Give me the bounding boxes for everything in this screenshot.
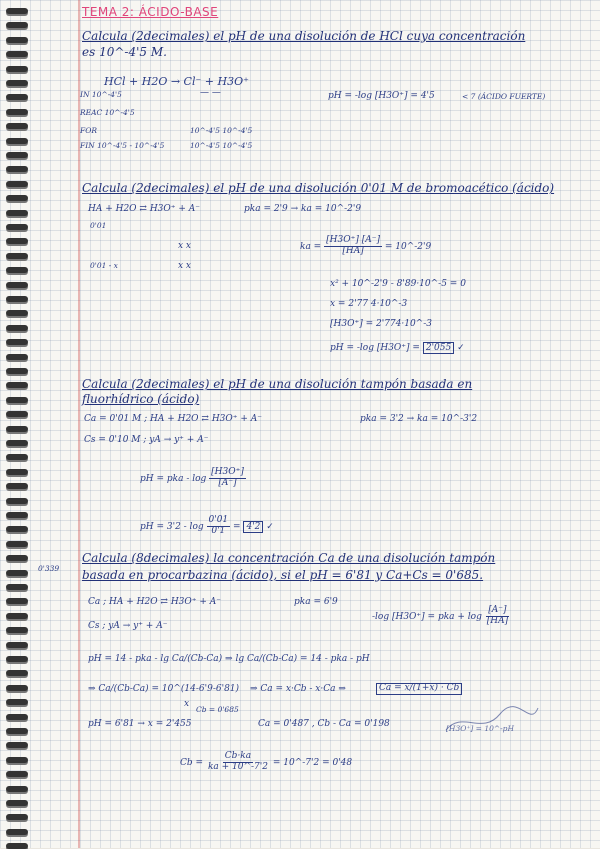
ex4-step3-superscript: Cb = 0'685 — [196, 705, 239, 714]
spiral-ring — [6, 339, 28, 345]
spiral-ring — [6, 757, 28, 763]
spiral-ring — [6, 109, 28, 115]
ex1-row-fin: FIN 10^-4'5 - 10^-4'5 — [80, 141, 165, 150]
spiral-ring — [6, 296, 28, 302]
spiral-ring — [6, 94, 28, 100]
ex3-calc-lhs: pH = 3'2 - log — [140, 521, 204, 532]
spiral-ring — [6, 526, 28, 532]
ex2-x-column2: x x — [178, 261, 192, 271]
spiral-ring — [6, 814, 28, 820]
ex2-ph-lhs: pH = -log [H3O⁺] = — [330, 343, 420, 353]
ex4-statement-line2: basada en procarbazina (ácido), si el pH = 6'81 y Ca+Cs = 0'685. — [82, 568, 484, 582]
ex4-cb-rhs: = 10^-7'2 = 0'48 — [272, 757, 353, 768]
ex4-ca-line: Ca ; HA + H2O ⇄ H3O⁺ + A⁻ — [88, 597, 222, 607]
ex2-row-equilibrium: 0'01 - x — [90, 261, 118, 270]
spiral-ring — [6, 195, 28, 201]
ex3-calculation: pH = 3'2 - log $\frac{0'01}{0'1}$ = 4'2 ✓ — [140, 515, 274, 536]
ex4-step2-x: x — [184, 699, 190, 709]
ex4-statement-line1: Calcula (8decimales) la concentración Ca de una disolución tampón — [82, 551, 496, 565]
spiral-ring — [6, 829, 28, 835]
ex4-cb-lhs: Cb = — [180, 757, 204, 768]
spiral-ring — [6, 843, 28, 849]
ex2-quadratic: x² + 10^-2'9 - 8'89·10^-5 = 0 — [330, 279, 466, 289]
spiral-ring — [6, 51, 28, 57]
ex3-result-box: 4'2 — [243, 521, 263, 533]
spiral-binding — [0, 0, 32, 848]
ex2-statement: Calcula (2decimales) el pH de una disolución 0'01 M de bromoacético (ácido) — [82, 181, 555, 195]
spiral-ring — [6, 728, 28, 734]
spiral-ring — [6, 555, 28, 561]
spiral-ring — [6, 670, 28, 676]
spiral-ring — [6, 541, 28, 547]
spiral-ring — [6, 224, 28, 230]
spiral-ring — [6, 310, 28, 316]
spiral-ring — [6, 800, 28, 806]
spiral-ring — [6, 37, 28, 43]
spiral-ring — [6, 742, 28, 748]
ex3-hh-numerator: [H3O⁺] — [211, 467, 244, 477]
ex4-cs-line: Cs ; yA → y⁺ + A⁻ — [88, 621, 168, 631]
spiral-ring — [6, 642, 28, 648]
spiral-ring — [6, 483, 28, 489]
spiral-ring — [6, 454, 28, 460]
spiral-ring — [6, 80, 28, 86]
ex2-x-value: x = 2'77 4·10^-3 — [330, 299, 408, 309]
ex2-x-column: x x — [178, 241, 192, 251]
ex3-cs-line: Cs = 0'10 M ; yA → y⁺ + A⁻ — [84, 435, 209, 445]
ex4-step2-box: Ca = x/(1+x) · Cb — [376, 683, 462, 695]
spiral-ring — [6, 166, 28, 172]
ex4-log-lhs: -log [H3O⁺] = pka + log — [372, 611, 482, 622]
ex3-ca-line: Ca = 0'01 M ; HA + H2O ⇄ H3O⁺ + A⁻ — [84, 414, 263, 424]
spiral-ring — [6, 253, 28, 259]
ex3-calc-fraction — [207, 516, 231, 537]
spiral-ring — [6, 598, 28, 604]
ex1-statement-line1: Calcula (2decimales) el pH de una disolución de HCl cuya concentración — [82, 29, 526, 43]
ex3-calc-denominator: 0'1 — [211, 525, 226, 536]
spiral-ring — [6, 512, 28, 518]
spiral-ring — [6, 66, 28, 72]
checkmark-icon: ✓ — [457, 343, 465, 353]
ex1-note: < 7 (ÁCIDO FUERTE) — [462, 92, 546, 101]
ex3-statement-line1: Calcula (2decimales) el pH de una disolución tampón basada en — [82, 377, 473, 391]
spiral-ring — [6, 123, 28, 129]
ex3-statement-line2: fluorhídrico (ácido) — [82, 392, 200, 406]
ex3-calc-numerator: 0'01 — [208, 515, 229, 525]
ex3-pka: pka = 3'2 → ka = 10^-3'2 — [360, 414, 478, 424]
ex1-result-text: pH = -log [H3O⁺] = 4'5 — [328, 91, 435, 101]
spiral-ring — [6, 282, 28, 288]
ex4-step3: pH = 6'81 → x = 2'455 — [88, 719, 192, 729]
spiral-ring — [6, 440, 28, 446]
ex4-pka: pka = 6'9 — [294, 597, 338, 607]
ex4-cb-denominator: ka + 10^-7'2 — [207, 761, 268, 772]
spiral-ring — [6, 714, 28, 720]
spiral-ring — [6, 397, 28, 403]
ex2-ph-result — [330, 344, 465, 354]
ex2-ka-lhs: ka = — [300, 241, 322, 252]
ex4-log-fraction — [485, 606, 510, 627]
ex4-log-denominator: [HA] — [486, 615, 509, 626]
ex4-step1: pH = 14 - pka - lg Ca/(Cb-Ca) ⇒ lg Ca/(Cb-Ca) = 14 - pka - pH — [88, 654, 370, 664]
spiral-ring — [6, 238, 28, 244]
ex1-result — [328, 92, 435, 102]
spiral-ring — [6, 368, 28, 374]
ex2-pka: pka = 2'9 → ka = 10^-2'9 — [244, 204, 362, 214]
ex4-log-numerator: [A⁻] — [488, 605, 507, 615]
ex1-dashes: — — — [200, 88, 221, 98]
ex1-statement-line2: es 10^-4'5 M. — [82, 45, 167, 59]
ex2-h3o: [H3O⁺] = 2'774·10^-3 — [330, 319, 432, 329]
spiral-ring — [6, 627, 28, 633]
spiral-ring — [6, 656, 28, 662]
spiral-ring — [6, 685, 28, 691]
ex3-hh-denominator: [A⁻] — [218, 477, 237, 488]
ex1-row-for: FOR — [80, 126, 97, 135]
ex1-row-reac: REAC 10^-4'5 — [80, 108, 135, 117]
ex2-ka-fraction — [324, 236, 382, 257]
spiral-ring — [6, 325, 28, 331]
ex3-hh-lhs: pH = pka - log — [140, 473, 207, 484]
ex4-cb-fraction — [206, 752, 270, 773]
ex2-ka-rhs: = 10^-2'9 — [384, 241, 432, 252]
ex4-step3-rhs: Ca = 0'487 , Cb - Ca = 0'198 — [258, 719, 390, 729]
ex2-ka-expression — [300, 236, 431, 257]
ex4-step2-lhs: ⇒ Ca/(Cb-Ca) = 10^(14-6'9-6'81) — [88, 684, 240, 694]
spiral-ring — [6, 181, 28, 187]
spiral-ring — [6, 786, 28, 792]
ex4-log-equation — [372, 606, 510, 627]
spiral-ring — [6, 771, 28, 777]
ex4-cb-numerator: Cb·ka — [224, 751, 252, 761]
spiral-ring — [6, 138, 28, 144]
spiral-ring — [6, 411, 28, 417]
spiral-ring — [6, 426, 28, 432]
ex1-for-values: 10^-4'5 10^-4'5 — [190, 126, 253, 135]
spiral-ring — [6, 8, 28, 14]
spiral-ring — [6, 699, 28, 705]
ex2-ph-box: 2'055 — [423, 342, 454, 354]
ex4-step2-mid: ⇒ Ca = x·Cb - x·Ca ⇒ — [250, 684, 346, 694]
spiral-ring — [6, 354, 28, 360]
ex3-hh-fraction — [209, 468, 246, 489]
checkmark-icon: ✓ — [266, 521, 274, 532]
spiral-ring — [6, 570, 28, 576]
ex4-side-note: 0'339 — [38, 564, 60, 573]
spiral-ring — [6, 469, 28, 475]
ex2-reaction: HA + H2O ⇄ H3O⁺ + A⁻ — [88, 204, 201, 214]
ex1-reaction: HCl + H2O → Cl⁻ + H3O⁺ — [104, 75, 249, 88]
ex1-fin-values: 10^-4'5 10^-4'5 — [190, 141, 253, 150]
ex3-henderson — [140, 468, 246, 489]
spiral-ring — [6, 210, 28, 216]
spiral-ring — [6, 382, 28, 388]
spiral-ring — [6, 22, 28, 28]
spiral-ring — [6, 498, 28, 504]
ex4-scribble: [H3O⁺] = 10^-pH — [446, 724, 515, 733]
topic-title: TEMA 2: ÁCIDO-BASE — [82, 5, 219, 19]
spiral-ring — [6, 613, 28, 619]
spiral-ring — [6, 267, 28, 273]
ex4-cb-expression — [180, 752, 352, 773]
ex1-row-in: IN 10^-4'5 — [80, 90, 122, 99]
ex2-ka-denominator: [HA] — [342, 245, 364, 256]
ex2-ka-numerator: [H3O⁺] [A⁻] — [326, 235, 380, 245]
ex2-row-initial: 0'01 — [90, 221, 107, 230]
spiral-ring — [6, 152, 28, 158]
scribble-mark — [442, 700, 542, 740]
spiral-ring — [6, 584, 28, 590]
